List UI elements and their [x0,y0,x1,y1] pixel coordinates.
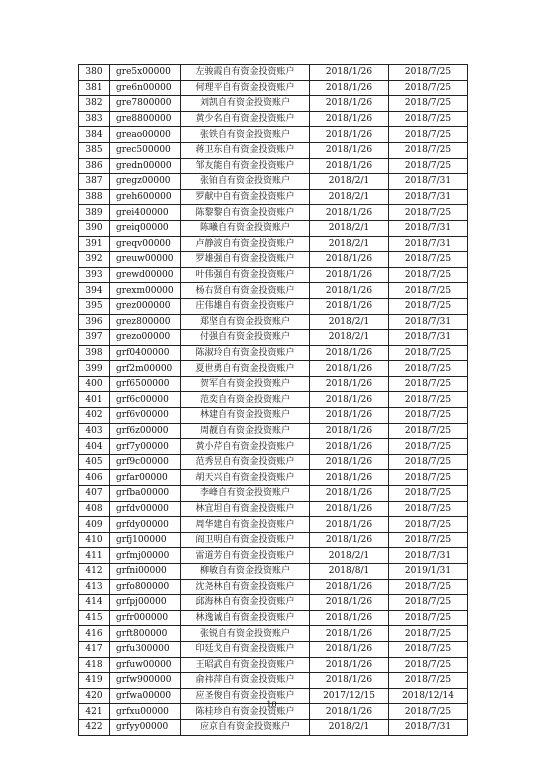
table-row [79,719,468,735]
account-name-cell: 张铁自有资金投资账户 [181,127,310,143]
row-number-cell: 390 [79,220,110,236]
row-number-cell: 406 [79,470,110,486]
end-date-cell: 2018/7/25 [389,439,468,455]
end-date-cell: 2018/7/25 [389,345,468,361]
account-name-cell: 雷道芳自有资金投资账户 [181,548,310,564]
open-date-cell: 2018/1/26 [310,486,389,502]
row-number-cell: 385 [79,142,110,158]
row-number-cell: 384 [79,127,110,143]
account-name-cell: 张铂自有资金投资账户 [181,174,310,190]
open-date-cell: 2018/1/26 [310,376,389,392]
account-code-cell: gre6n00000 [110,80,181,96]
account-code-cell: grexm00000 [110,283,181,299]
account-name-cell: 林建自有资金投资账户 [181,408,310,424]
open-date-cell: 2018/1/26 [310,657,389,673]
open-date-cell: 2018/1/26 [310,470,389,486]
end-date-cell: 2018/7/31 [389,548,468,564]
account-code-cell: gre5x00000 [110,65,181,81]
account-table-body [79,65,468,736]
row-number-cell: 400 [79,376,110,392]
end-date-cell: 2018/7/31 [389,189,468,205]
account-name-cell: 周靓自有资金投资账户 [181,423,310,439]
table-row [79,298,468,314]
open-date-cell: 2018/1/26 [310,408,389,424]
end-date-cell: 2018/7/25 [389,127,468,143]
table-row [79,673,468,689]
table-row [79,111,468,127]
table-row [79,361,468,377]
account-name-cell: 叶伟强自有资金投资账户 [181,267,310,283]
end-date-cell: 2018/7/25 [389,673,468,689]
open-date-cell: 2018/1/26 [310,205,389,221]
open-date-cell: 2018/2/1 [310,548,389,564]
end-date-cell: 2018/7/31 [389,719,468,735]
account-name-cell: 邹友能自有资金投资账户 [181,158,310,174]
account-name-cell: 阎卫明自有资金投资账户 [181,532,310,548]
end-date-cell: 2018/7/25 [389,704,468,720]
end-date-cell: 2018/7/25 [389,470,468,486]
end-date-cell: 2018/7/25 [389,361,468,377]
account-name-cell: 应京自有资金投资账户 [181,719,310,735]
row-number-cell: 387 [79,174,110,190]
row-number-cell: 412 [79,564,110,580]
open-date-cell: 2018/1/26 [310,142,389,158]
end-date-cell: 2018/7/25 [389,298,468,314]
end-date-cell: 2018/7/25 [389,454,468,470]
account-code-cell: gre7800000 [110,96,181,112]
row-number-cell: 414 [79,595,110,611]
table-row [79,532,468,548]
table-row [79,65,468,81]
row-number-cell: 389 [79,205,110,221]
row-number-cell: 402 [79,408,110,424]
open-date-cell: 2018/1/26 [310,423,389,439]
end-date-cell: 2018/7/25 [389,80,468,96]
account-code-cell: grez000000 [110,298,181,314]
account-code-cell: grf6z00000 [110,423,181,439]
end-date-cell: 2018/7/25 [389,595,468,611]
row-number-cell: 399 [79,361,110,377]
table-row [79,314,468,330]
account-code-cell: grf0400000 [110,345,181,361]
account-code-cell: grf6v00000 [110,408,181,424]
account-code-cell: grei400000 [110,205,181,221]
table-row [79,345,468,361]
table-row [79,80,468,96]
end-date-cell: 2018/7/25 [389,423,468,439]
row-number-cell: 392 [79,252,110,268]
account-code-cell: grezo00000 [110,330,181,346]
account-code-cell: greqv00000 [110,236,181,252]
open-date-cell: 2018/1/26 [310,267,389,283]
end-date-cell: 2018/7/25 [389,532,468,548]
account-code-cell: grewd00000 [110,267,181,283]
account-name-cell: 沈尧林自有资金投资账户 [181,579,310,595]
account-name-cell: 何理平自有资金投资账户 [181,80,310,96]
account-code-cell: grfmj00000 [110,548,181,564]
open-date-cell: 2018/1/26 [310,127,389,143]
open-date-cell: 2018/1/26 [310,579,389,595]
end-date-cell: 2018/7/25 [389,376,468,392]
end-date-cell: 2018/7/25 [389,501,468,517]
open-date-cell: 2018/2/1 [310,174,389,190]
table-row [79,158,468,174]
table-row [79,376,468,392]
table-row [79,626,468,642]
page-number: 10 [266,700,277,709]
row-number-cell: 408 [79,501,110,517]
row-number-cell: 401 [79,392,110,408]
open-date-cell: 2018/2/1 [310,719,389,735]
row-number-cell: 415 [79,610,110,626]
row-number-cell: 398 [79,345,110,361]
row-number-cell: 396 [79,314,110,330]
account-name-cell: 陈黎黎自有资金投资账户 [181,205,310,221]
open-date-cell: 2018/1/26 [310,532,389,548]
account-name-cell: 杨右贤自有资金投资账户 [181,283,310,299]
account-code-cell: grfxu00000 [110,704,181,720]
account-code-cell: grfar00000 [110,470,181,486]
account-name-cell: 范秀昱自有资金投资账户 [181,454,310,470]
open-date-cell: 2018/1/26 [310,361,389,377]
end-date-cell: 2018/7/25 [389,408,468,424]
account-code-cell: greuw00000 [110,252,181,268]
end-date-cell: 2018/7/25 [389,579,468,595]
row-number-cell: 383 [79,111,110,127]
account-code-cell: greh600000 [110,189,181,205]
table-row [79,127,468,143]
row-number-cell: 416 [79,626,110,642]
row-number-cell: 421 [79,704,110,720]
row-number-cell: 410 [79,532,110,548]
end-date-cell: 2018/7/25 [389,517,468,533]
open-date-cell: 2018/2/1 [310,220,389,236]
open-date-cell: 2018/1/26 [310,252,389,268]
open-date-cell: 2018/1/26 [310,111,389,127]
open-date-cell: 2018/1/26 [310,158,389,174]
table-row [79,564,468,580]
table-row [79,236,468,252]
table-row [79,454,468,470]
table-row [79,579,468,595]
account-code-cell: grfj100000 [110,532,181,548]
end-date-cell: 2018/7/25 [389,96,468,112]
open-date-cell: 2018/2/1 [310,314,389,330]
table-row [79,657,468,673]
row-number-cell: 394 [79,283,110,299]
account-name-cell: 陈曦自有资金投资账户 [181,220,310,236]
end-date-cell: 2018/7/25 [389,65,468,81]
table-row [79,392,468,408]
account-code-cell: greiq00000 [110,220,181,236]
account-code-cell: grfwa00000 [110,688,181,704]
end-date-cell: 2018/7/25 [389,641,468,657]
open-date-cell: 2018/1/26 [310,454,389,470]
account-name-cell: 左骏霞自有资金投资账户 [181,65,310,81]
account-code-cell: greao00000 [110,127,181,143]
open-date-cell: 2018/1/26 [310,80,389,96]
end-date-cell: 2018/7/25 [389,657,468,673]
account-code-cell: grfba00000 [110,486,181,502]
row-number-cell: 409 [79,517,110,533]
open-date-cell: 2018/1/26 [310,673,389,689]
account-name-cell: 范奕自有资金投资账户 [181,392,310,408]
open-date-cell: 2018/1/26 [310,439,389,455]
account-code-cell: gre8800000 [110,111,181,127]
account-code-cell: grft800000 [110,626,181,642]
account-name-cell: 夏世勇自有资金投资账户 [181,361,310,377]
account-name-cell: 应圣俊自有资金投资账户 [181,688,310,704]
end-date-cell: 2018/7/31 [389,330,468,346]
account-code-cell: grfw900000 [110,673,181,689]
open-date-cell: 2018/1/26 [310,704,389,720]
open-date-cell: 2018/1/26 [310,65,389,81]
open-date-cell: 2017/12/15 [310,688,389,704]
account-name-cell: 罗献中自有资金投资账户 [181,189,310,205]
end-date-cell: 2018/7/31 [389,314,468,330]
end-date-cell: 2018/7/25 [389,205,468,221]
account-table [78,64,468,736]
account-code-cell: gregz00000 [110,174,181,190]
account-code-cell: grez800000 [110,314,181,330]
table-row [79,501,468,517]
table-row [79,408,468,424]
open-date-cell: 2018/1/26 [310,595,389,611]
row-number-cell: 382 [79,96,110,112]
open-date-cell: 2018/1/26 [310,626,389,642]
open-date-cell: 2018/8/1 [310,564,389,580]
table-row [79,470,468,486]
row-number-cell: 418 [79,657,110,673]
account-name-cell: 张锐自有资金投资账户 [181,626,310,642]
account-name-cell: 黄少名自有资金投资账户 [181,111,310,127]
row-number-cell: 380 [79,65,110,81]
table-row [79,641,468,657]
end-date-cell: 2019/1/31 [389,564,468,580]
account-name-cell: 李峰自有资金投资账户 [181,486,310,502]
account-code-cell: gredn00000 [110,158,181,174]
account-code-cell: grfuw00000 [110,657,181,673]
row-number-cell: 417 [79,641,110,657]
account-name-cell: 邱海林自有资金投资账户 [181,595,310,611]
account-name-cell: 林逸诚自有资金投资账户 [181,610,310,626]
end-date-cell: 2018/7/25 [389,283,468,299]
account-code-cell: grfdy00000 [110,517,181,533]
row-number-cell: 420 [79,688,110,704]
end-date-cell: 2018/7/31 [389,220,468,236]
row-number-cell: 388 [79,189,110,205]
account-code-cell: grfdv00000 [110,501,181,517]
row-number-cell: 404 [79,439,110,455]
row-number-cell: 405 [79,454,110,470]
open-date-cell: 2018/1/26 [310,298,389,314]
account-name-cell: 柳敏自有资金投资账户 [181,564,310,580]
account-name-cell: 林宜坦自有资金投资账户 [181,501,310,517]
account-name-cell: 陈桂珍自有资金投资账户 [181,704,310,720]
account-name-cell: 庄伟雄自有资金投资账户 [181,298,310,314]
table-row [79,517,468,533]
account-name-cell: 印廷戈自有资金投资账户 [181,641,310,657]
end-date-cell: 2018/7/31 [389,174,468,190]
open-date-cell: 2018/1/26 [310,641,389,657]
account-code-cell: grf2m00000 [110,361,181,377]
account-name-cell: 胡天兴自有资金投资账户 [181,470,310,486]
end-date-cell: 2018/7/25 [389,158,468,174]
open-date-cell: 2018/2/1 [310,330,389,346]
table-row [79,595,468,611]
table-row [79,610,468,626]
table-row [79,423,468,439]
row-number-cell: 395 [79,298,110,314]
table-row [79,174,468,190]
table-row [79,252,468,268]
account-code-cell: grfr000000 [110,610,181,626]
table-row [79,189,468,205]
account-name-cell: 陈淑玲自有资金投资账户 [181,345,310,361]
end-date-cell: 2018/7/25 [389,252,468,268]
row-number-cell: 397 [79,330,110,346]
end-date-cell: 2018/7/31 [389,236,468,252]
table-row [79,330,468,346]
end-date-cell: 2018/7/25 [389,142,468,158]
end-date-cell: 2018/12/14 [389,688,468,704]
end-date-cell: 2018/7/25 [389,267,468,283]
account-code-cell: grfu300000 [110,641,181,657]
account-code-cell: grf6c00000 [110,392,181,408]
table-row [79,205,468,221]
end-date-cell: 2018/7/25 [389,626,468,642]
row-number-cell: 413 [79,579,110,595]
open-date-cell: 2018/1/26 [310,345,389,361]
open-date-cell: 2018/1/26 [310,283,389,299]
account-code-cell: grf9c00000 [110,454,181,470]
account-name-cell: 贺军自有资金投资账户 [181,376,310,392]
end-date-cell: 2018/7/25 [389,610,468,626]
account-name-cell: 蒋卫东自有资金投资账户 [181,142,310,158]
row-number-cell: 403 [79,423,110,439]
open-date-cell: 2018/1/26 [310,96,389,112]
table-row [79,220,468,236]
account-code-cell: grfo800000 [110,579,181,595]
row-number-cell: 419 [79,673,110,689]
open-date-cell: 2018/2/1 [310,236,389,252]
account-name-cell: 王昭武自有资金投资账户 [181,657,310,673]
end-date-cell: 2018/7/25 [389,486,468,502]
row-number-cell: 407 [79,486,110,502]
account-name-cell: 周华建自有资金投资账户 [181,517,310,533]
table-row [79,283,468,299]
account-name-cell: 郑坚自有资金投资账户 [181,314,310,330]
row-number-cell: 422 [79,719,110,735]
account-code-cell: grf6500000 [110,376,181,392]
account-code-cell: grfni00000 [110,564,181,580]
table-row [79,548,468,564]
table-row [79,439,468,455]
open-date-cell: 2018/1/26 [310,610,389,626]
row-number-cell: 386 [79,158,110,174]
table-row [79,486,468,502]
open-date-cell: 2018/1/26 [310,501,389,517]
table-row [79,142,468,158]
account-name-cell: 黄小芹自有资金投资账户 [181,439,310,455]
account-name-cell: 刘凯自有资金投资账户 [181,96,310,112]
account-name-cell: 罗雄强自有资金投资账户 [181,252,310,268]
row-number-cell: 411 [79,548,110,564]
account-code-cell: grfyy00000 [110,719,181,735]
open-date-cell: 2018/1/26 [310,517,389,533]
account-code-cell: grfpj00000 [110,595,181,611]
account-name-cell: 付强自有资金投资账户 [181,330,310,346]
end-date-cell: 2018/7/25 [389,392,468,408]
table-row [79,96,468,112]
open-date-cell: 2018/2/1 [310,189,389,205]
end-date-cell: 2018/7/25 [389,111,468,127]
account-code-cell: grec500000 [110,142,181,158]
open-date-cell: 2018/1/26 [310,392,389,408]
table-row [79,267,468,283]
row-number-cell: 381 [79,80,110,96]
row-number-cell: 391 [79,236,110,252]
account-code-cell: grf7y00000 [110,439,181,455]
account-name-cell: 俞祎萍自有资金投资账户 [181,673,310,689]
account-name-cell: 卢静波自有资金投资账户 [181,236,310,252]
row-number-cell: 393 [79,267,110,283]
